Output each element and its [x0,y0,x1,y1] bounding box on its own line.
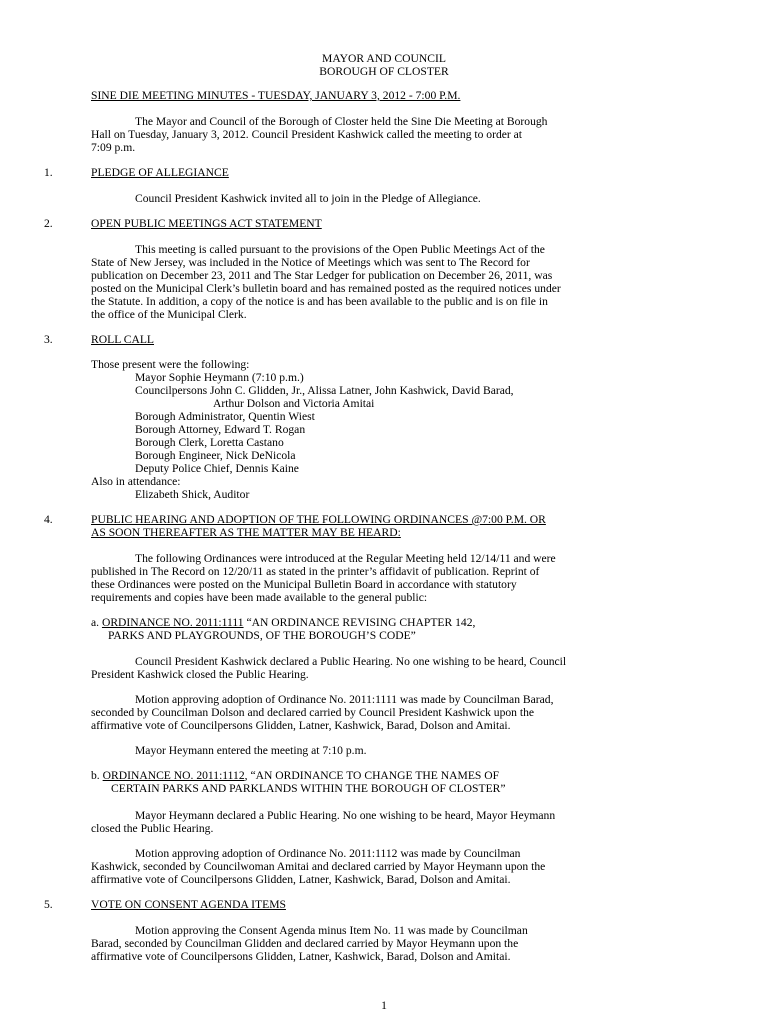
ordinance-b-p1-line-2: closed the Public Hearing. [91,822,214,835]
meeting-title: SINE DIE MEETING MINUTES - TUESDAY, JANUARY 3, 2012 - 7:00 P.M. [91,89,461,102]
ordinance-a-letter: a. [91,616,100,629]
ordinance-b-title-line-1 [91,769,499,782]
attendee: Borough Engineer, Nick DeNicola [135,449,296,462]
section-5-number: 5. [44,898,53,911]
ordinance-b-p2-line-2: Kashwick, seconded by Councilwoman Amitai and declared carried by Mayor Heymann upon the [91,860,546,873]
attendee: Borough Attorney, Edward T. Rogan [135,423,306,436]
ordinance-a-p2-line-1: Motion approving adoption of Ordinance No. 2011:1111 was made by Councilman Barad, [135,693,554,706]
ordinance-a-p1-line-1: Council President Kashwick declared a Public Hearing. No one wishing to be heard, Council [135,655,567,668]
present-label: Those present were the following: [91,358,250,371]
ordinance-b-p2-line-3: affirmative vote of Councilpersons Glidden, Latner, Kashwick, Barad, Dolson and Amitai. [91,873,511,886]
section-2-line-1: This meeting is called pursuant to the provisions of the Open Public Meetings Act of the [135,243,545,256]
header-line-2: BOROUGH OF CLOSTER [319,65,449,78]
section-4-intro-line-3: these Ordinances were posted on the Municipal Bulletin Board in accordance with statutory [91,578,517,591]
section-2-line-4: posted on the Municipal Clerk’s bulletin board and has remained posted as the required notices under [91,282,561,295]
intro-line-1: The Mayor and Council of the Borough of Closter held the Sine Die Meeting at Borough [135,115,548,128]
section-3-heading: ROLL CALL [91,333,155,346]
ordinance-a-p2-line-3: affirmative vote of Councilpersons Glidden, Latner, Kashwick, Barad, Dolson and Amitai. [91,719,511,732]
ordinance-a-title-line-2: PARKS AND PLAYGROUNDS, OF THE BOROUGH’S CODE” [108,629,416,642]
section-2-heading: OPEN PUBLIC MEETINGS ACT STATEMENT [91,217,322,230]
attendee: Mayor Sophie Heymann (7:10 p.m.) [135,371,304,384]
section-4-heading-line-2: AS SOON THEREAFTER AS THE MATTER MAY BE HEARD: [91,526,401,539]
section-4-number: 4. [44,513,53,526]
section-5-heading: VOTE ON CONSENT AGENDA ITEMS [91,898,286,911]
section-1-heading: PLEDGE OF ALLEGIANCE [91,166,229,179]
ordinance-b-title: , “AN ORDINANCE TO CHANGE THE NAMES OF [244,769,500,782]
ordinance-a-p3: Mayor Heymann entered the meeting at 7:10 p.m. [135,744,367,757]
section-1-number: 1. [44,166,53,179]
ordinance-a-number: ORDINANCE NO. 2011:1111 [101,616,244,629]
section-1-text: Council President Kashwick invited all to join in the Pledge of Allegiance. [135,192,481,205]
attendee: Deputy Police Chief, Dennis Kaine [135,462,299,475]
section-4-heading-line-1: PUBLIC HEARING AND ADOPTION OF THE FOLLOWING ORDINANCES @7:00 P.M. OR [91,513,546,526]
section-2-line-6: the office of the Municipal Clerk. [91,308,247,321]
attendee: Arthur Dolson and Victoria Amitai [213,397,375,410]
also-label: Also in attendance: [91,475,181,488]
section-2-line-2: State of New Jersey, was included in the Notice of Meetings which was sent to The Record for [91,256,530,269]
section-4-intro-line-4: requirements and copies have been made available to the general public: [91,591,428,604]
section-4-intro-line-1: The following Ordinances were introduced at the Regular Meeting held 12/14/11 and were [135,552,556,565]
section-2-line-5: the Statute. In addition, a copy of the notice is and has been available to the public and is on file in [91,295,548,308]
ordinance-a-title: “AN ORDINANCE REVISING CHAPTER 142, [243,616,476,629]
ordinance-b-letter: b. [91,769,100,782]
ordinance-b-title-line-2: CERTAIN PARKS AND PARKLANDS WITHIN THE BOROUGH OF CLOSTER” [111,782,506,795]
header-line-1: MAYOR AND COUNCIL [322,52,446,65]
section-4-intro-line-2: published in The Record on 12/20/11 as stated in the printer’s affidavit of publication. Reprint of [91,565,540,578]
section-2-line-3: publication on December 23, 2011 and The Star Ledger for publication on December 26, 2011, was [91,269,553,282]
ordinance-b-number: ORDINANCE NO. 2011:1112 [102,769,245,782]
section-5-line-1: Motion approving the Consent Agenda minus Item No. 11 was made by Councilman [135,924,528,937]
attendee: Councilpersons John C. Glidden, Jr., Alissa Latner, John Kashwick, David Barad, [135,384,514,397]
attendee: Borough Clerk, Loretta Castano [135,436,284,449]
also-attendee: Elizabeth Shick, Auditor [135,488,250,501]
intro-line-2: Hall on Tuesday, January 3, 2012. Council President Kashwick called the meeting to order at [91,128,523,141]
ordinance-a-p1-line-2: President Kashwick closed the Public Hearing. [91,668,309,681]
section-2-number: 2. [44,217,53,230]
page-number: 1 [381,999,387,1012]
section-5-line-3: affirmative vote of Councilpersons Glidden, Latner, Kashwick, Barad, Dolson and Amitai. [91,950,511,963]
intro-line-3: 7:09 p.m. [91,141,136,154]
attendee: Borough Administrator, Quentin Wiest [135,410,315,423]
ordinance-b-p1-line-1: Mayor Heymann declared a Public Hearing. No one wishing to be heard, Mayor Heymann [135,809,556,822]
ordinance-a-p2-line-2: seconded by Councilman Dolson and declared carried by Council President Kashwick upon the [91,706,535,719]
ordinance-b-p2-line-1: Motion approving adoption of Ordinance No. 2011:1112 was made by Councilman [135,847,521,860]
section-3-number: 3. [44,333,53,346]
section-5-line-2: Barad, seconded by Councilman Glidden and declared carried by Mayor Heymann upon the [91,937,519,950]
ordinance-a-title-line-1 [91,616,475,629]
